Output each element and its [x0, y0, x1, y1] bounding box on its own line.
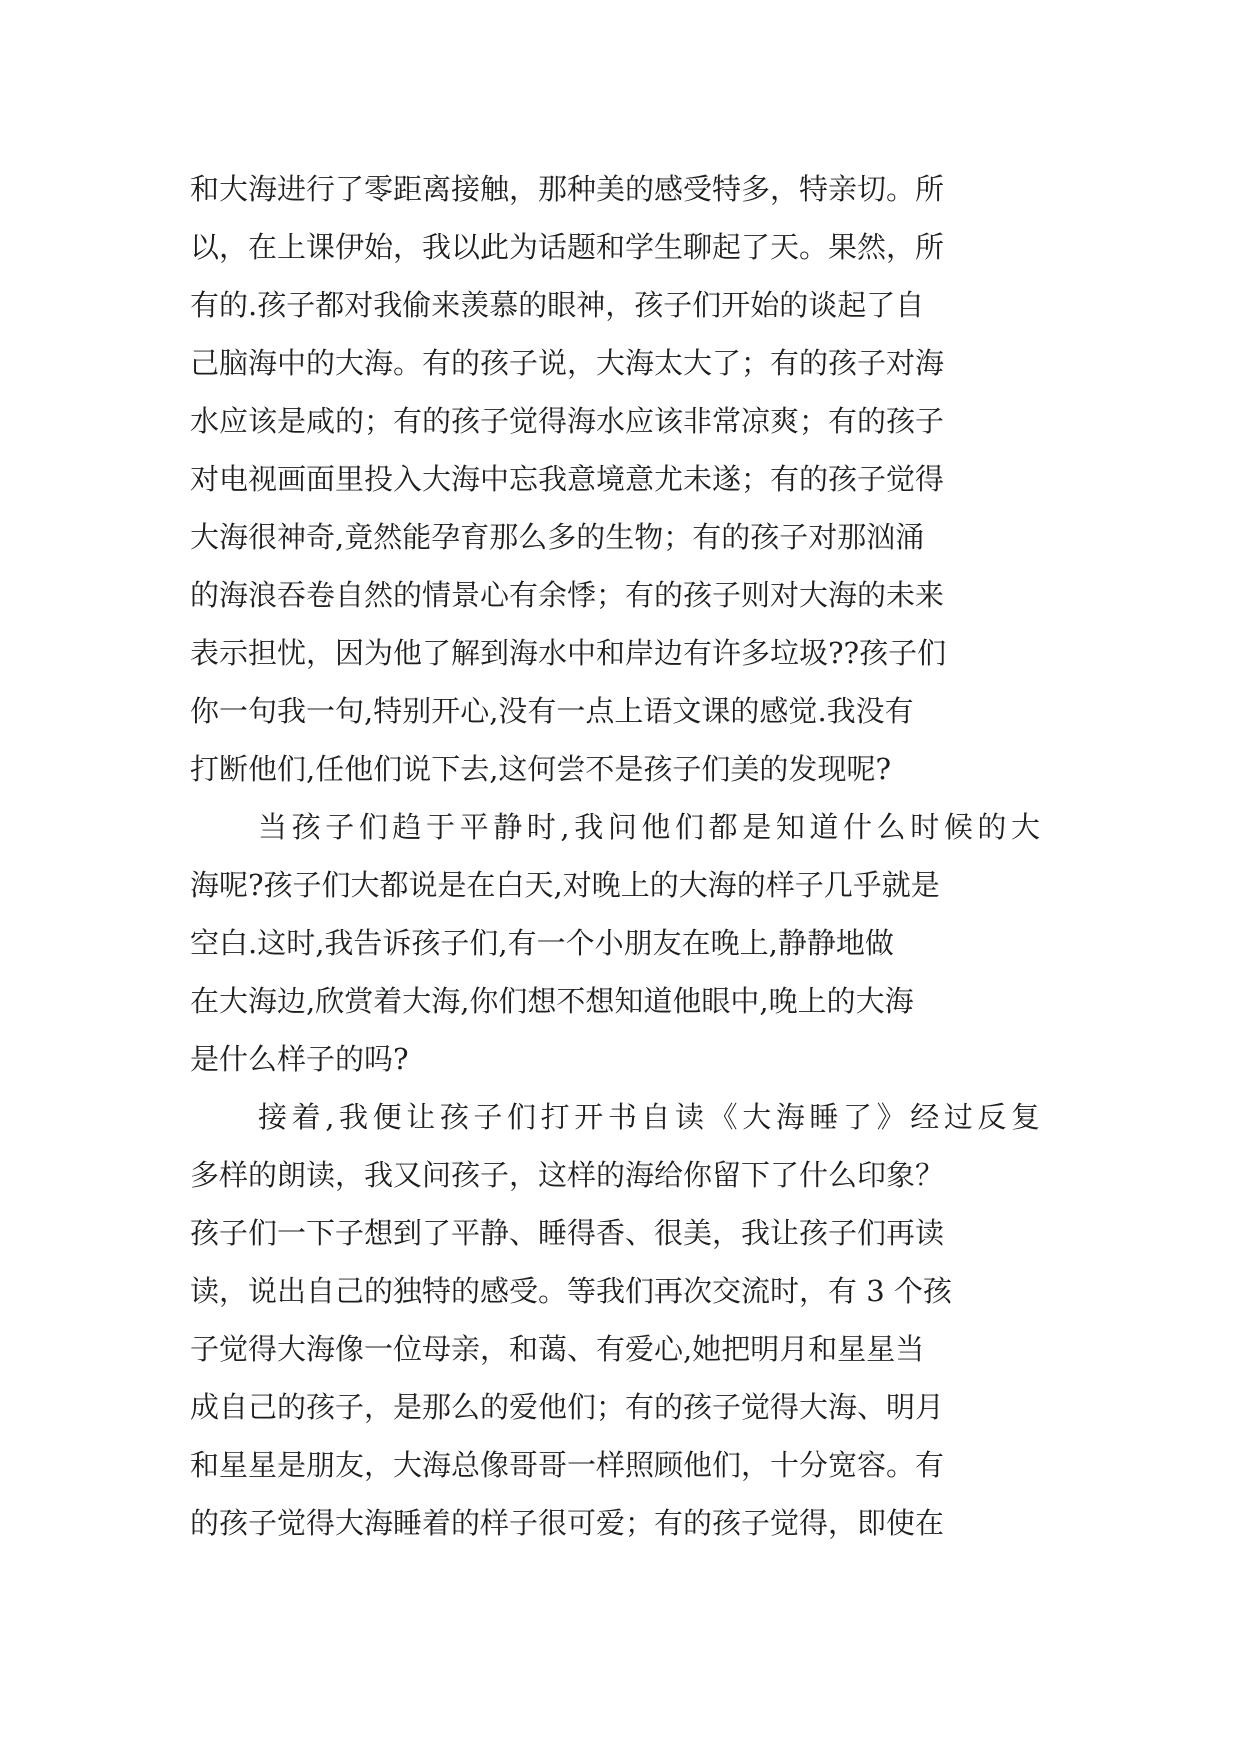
- body-text: [190, 160, 1090, 1552]
- text-line: 的孩子觉得大海睡着的样子很可爱；有的孩子觉得，即使在: [190, 1506, 945, 1540]
- paragraph: [190, 1088, 1090, 1552]
- text-line: 孩子们一下子想到了平静、睡得香、很美，我让孩子们再读: [190, 1216, 945, 1250]
- text-line: 对电视画面里投入大海中忘我意境意尤未遂；有的孩子觉得: [190, 462, 945, 496]
- paragraph: [190, 798, 1090, 1088]
- paragraph: [190, 160, 1090, 798]
- text-line: 成自己的孩子，是那么的爱他们；有的孩子觉得大海、明月: [190, 1390, 945, 1424]
- text-line: 打断他们,任他们说下去,这何尝不是孩子们美的发现呢?: [190, 752, 891, 786]
- text-line: 读，说出自己的独特的感受。等我们再次交流时，有 3 个孩: [190, 1274, 952, 1308]
- text-line: 是什么样子的吗?: [190, 1042, 409, 1076]
- text-line: 有的.孩子都对我偷来羡慕的眼神，孩子们开始的谈起了自: [190, 288, 925, 322]
- text-line: 以，在上课伊始，我以此为话题和学生聊起了天。果然，所: [190, 230, 945, 264]
- text-line: 空白.这时,我告诉孩子们,有一个小朋友在晚上,静静地做: [190, 926, 894, 960]
- text-line: 己脑海中的大海。有的孩子说，大海太大了；有的孩子对海: [190, 346, 945, 380]
- text-line: 多样的朗读，我又问孩子，这样的海给你留下了什么印象？: [190, 1158, 945, 1192]
- text-line: 水应该是咸的；有的孩子觉得海水应该非常凉爽；有的孩子: [190, 404, 945, 438]
- text-line: 在大海边,欣赏着大海,你们想不想知道他眼中,晚上的大海: [190, 984, 914, 1018]
- text-line: 的海浪吞卷自然的情景心有余悸；有的孩子则对大海的未来: [190, 578, 945, 612]
- text-line: 当孩子们趋于平静时,我问他们都是知道什么时候的大: [258, 810, 1045, 844]
- text-line: 和大海进行了零距离接触，那种美的感受特多，特亲切。所: [190, 172, 945, 206]
- text-line: 和星星是朋友，大海总像哥哥一样照顾他们，十分宽容。有: [190, 1448, 945, 1482]
- text-line: 接着,我便让孩子们打开书自读《大海睡了》经过反复: [258, 1100, 1045, 1134]
- text-line: 子觉得大海像一位母亲，和蔼、有爱心,她把明月和星星当: [190, 1332, 925, 1366]
- text-line: 你一句我一句,特别开心,没有一点上语文课的感觉.我没有: [190, 694, 914, 728]
- text-line: 大海很神奇,竟然能孕育那么多的生物；有的孩子对那汹涌: [190, 520, 925, 554]
- text-line: 表示担忧，因为他了解到海水中和岸边有许多垃圾??孩子们: [190, 636, 947, 670]
- text-line: 海呢?孩子们大都说是在白天,对晚上的大海的样子几乎就是: [190, 868, 940, 902]
